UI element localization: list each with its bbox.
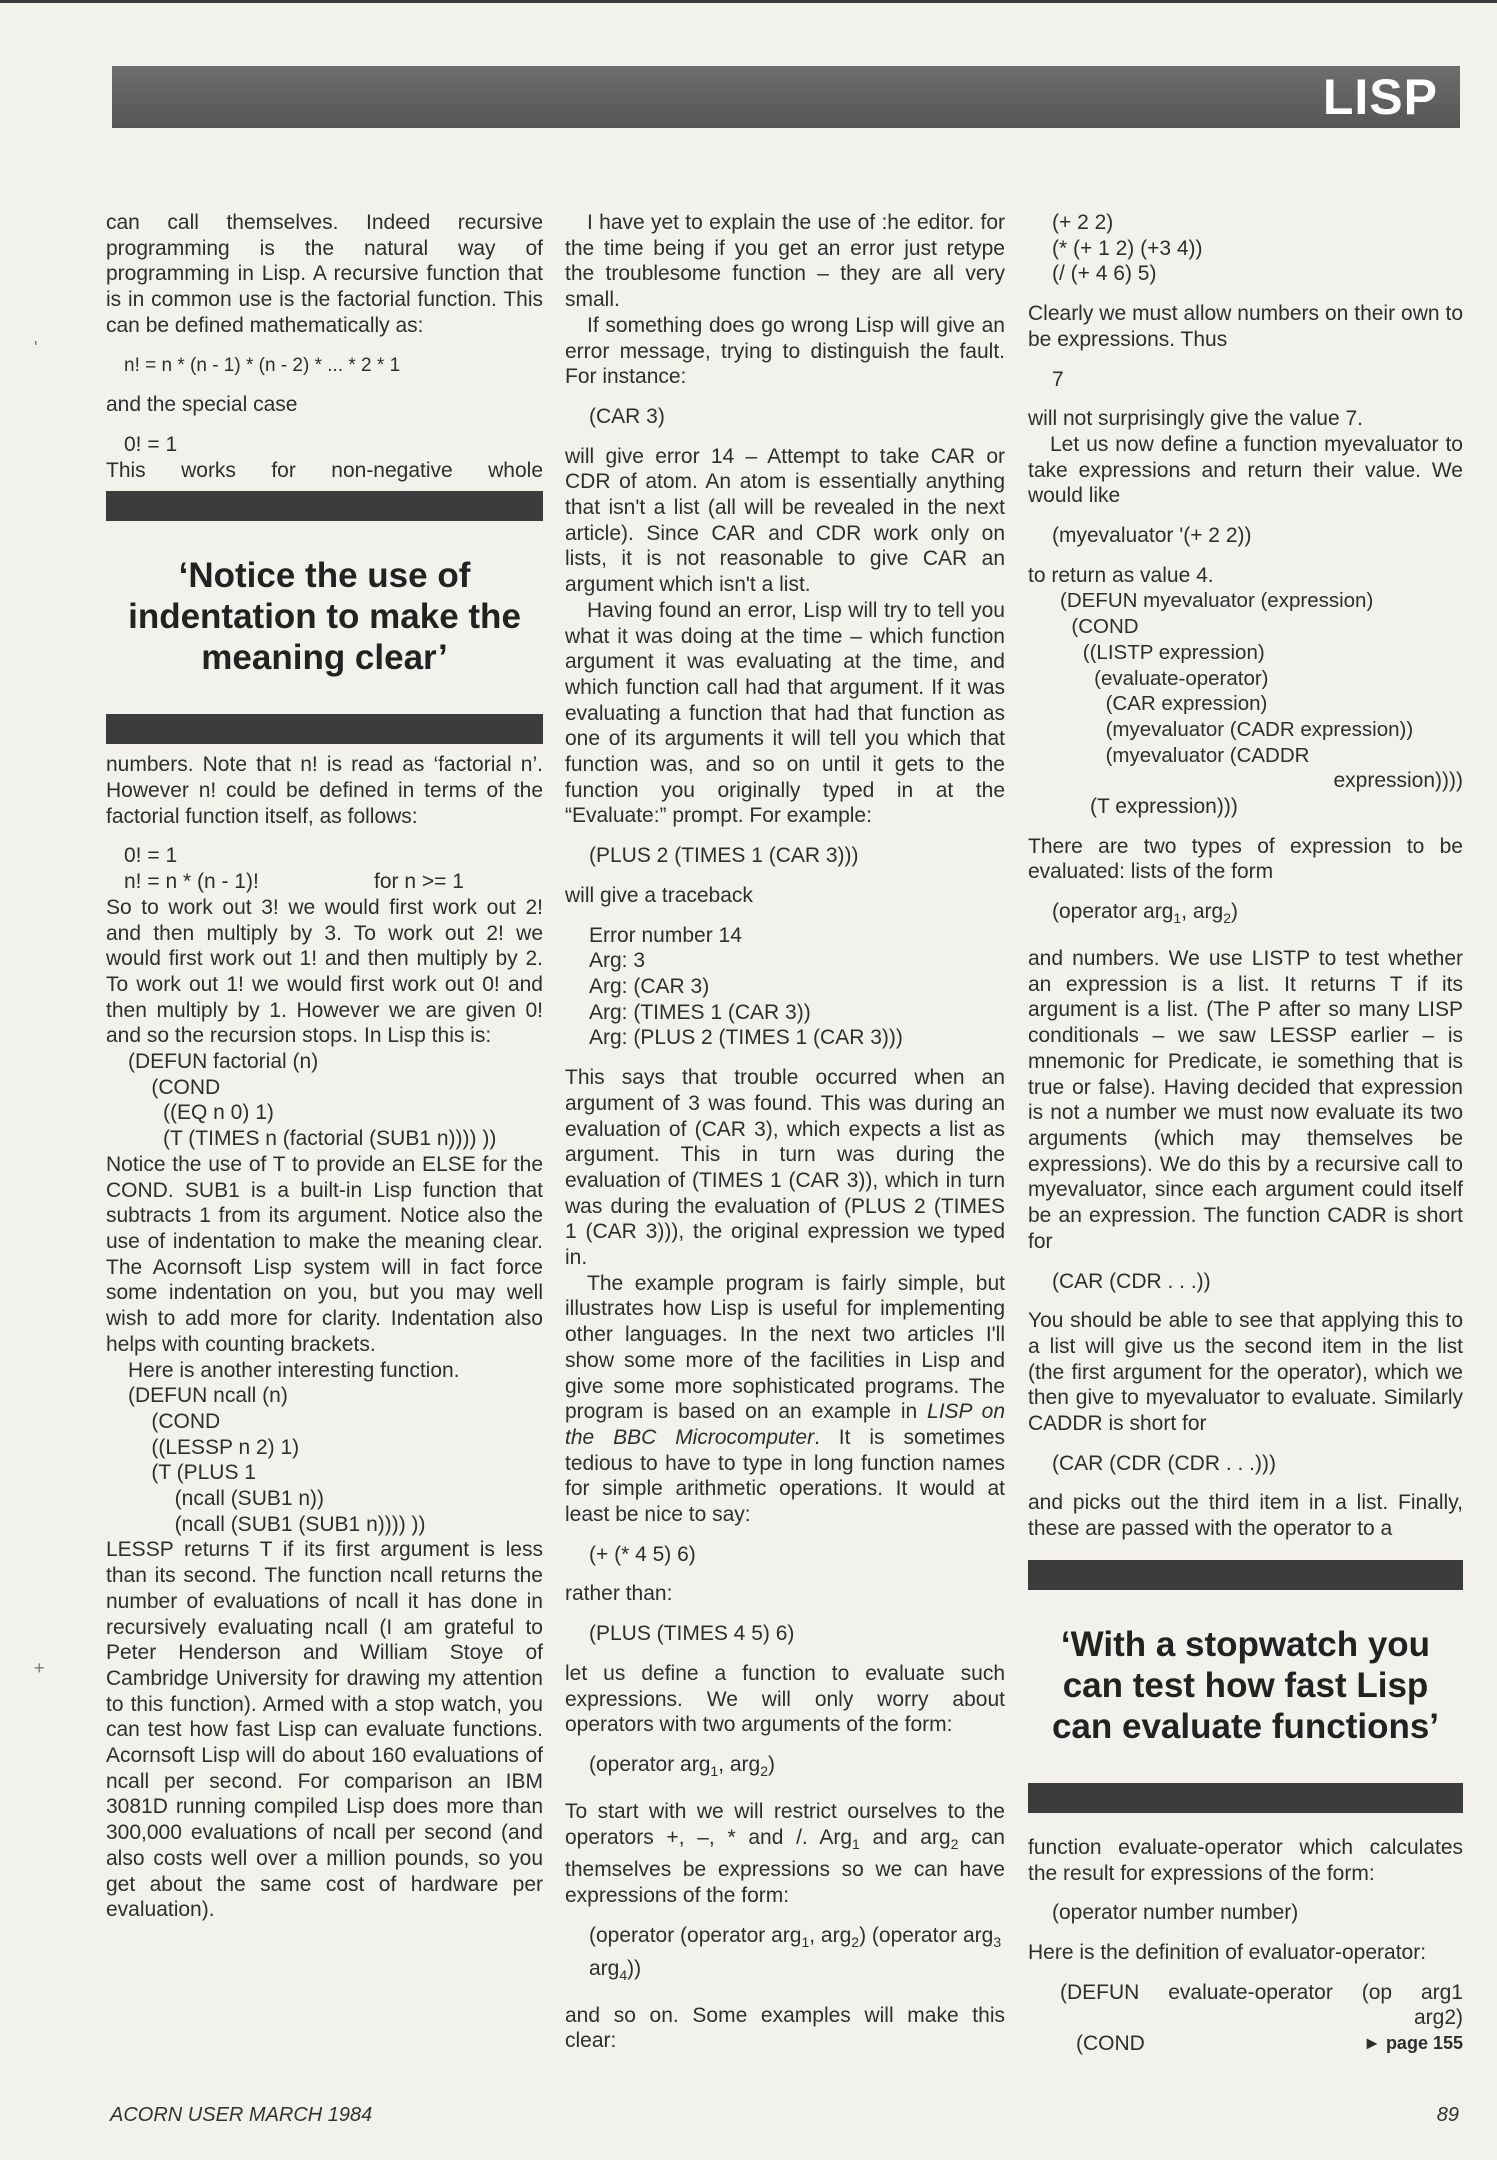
column-3	[1028, 210, 1463, 2057]
code-line: arg2)	[1413, 2006, 1463, 2030]
pullquote: ‘With a stopwatch you can test how fast Lisp can evaluate functions’	[1051, 1624, 1440, 1746]
column-2	[565, 210, 1005, 2054]
pullquote-rule-top	[106, 491, 543, 521]
section-title: LISP	[1322, 69, 1438, 125]
paragraph: let us define a function to evaluate such expressions. We will only worry about operators with two arguments of the form:	[565, 1661, 1005, 1737]
paragraph: will give error 14 – Attempt to take CAR or CDR of atom. An atom is essentially anything that isn't a list (all will be revealed in the next article). Since CAR and CDR work only on lists, it is not reasonable to give CAR an argument which isn't a list.	[565, 444, 1005, 597]
code-block: (+ (* 4 5) 6)	[589, 1542, 696, 1566]
paragraph: Having found an error, Lisp will try to tell you what it was doing at the time – which function argument it was evaluating at the time, and which function call had that argument. If it was evaluating a function that had that function as one of its arguments it will tell you which that function was, and so on until it gets to the function you originally typed in at the “Evaluate:” prompt. For example:	[565, 598, 1005, 828]
paragraph: So to work out 3! we would first work out 2! and then multiply by 3. To work out 2! we would first work out 1! and then multiply by 2. To work out 1! we would first work out 0! and then multiply by 1. However we are given 0! and so the recursion stops. In Lisp this is:	[106, 895, 543, 1048]
code-line-row	[1028, 2031, 1463, 2057]
code-block: 7	[1052, 367, 1064, 391]
paragraph: Notice the use of T to provide an ELSE for the COND. SUB1 is a built-in Lisp function that subtracts 1 from its argument. Notice also the use of indentation to make the meaning clear. The Acornsoft Lisp system will in fact force some indentation on you, but you may well wish to add more for clarity. Indentation also helps with counting brackets.	[106, 1152, 543, 1356]
code-block: (+ 2 2) (* (+ 1 2) (+3 4)) (/ (+ 4 6) 5)	[1052, 211, 1203, 286]
code-block: (myevaluator '(+ 2 2))	[1052, 524, 1252, 548]
equation: n! = n * (n - 1)!	[124, 870, 259, 894]
paragraph: to return as value 4.	[1028, 563, 1214, 587]
paragraph: To start with we will restrict ourselves to the operators +, –, * and /. Arg$_1$ and arg$_2$ can themselves be expressions so we can have expressions of the form:	[565, 1799, 1005, 1908]
paragraph: This says that trouble occurred when an argument of 3 was found. This was during an evaluation of (CAR 3), which expects a list as argument. This in turn was during the evaluation of (TIMES 1 (CAR 3)), which in turn was during the evaluation of (PLUS 2 (TIMES 1 (CAR 3))), the original expression we typed in.	[565, 1066, 1005, 1270]
traceback-block: Error number 14 Arg: 3 Arg: (CAR 3) Arg: (TIMES 1 (CAR 3)) Arg: (PLUS 2 (TIMES 1 (CAR 3)))	[589, 923, 903, 1050]
code-line: expression))))	[1333, 769, 1463, 793]
paragraph: Clearly we must allow numbers on their own to be expressions. Thus	[1028, 302, 1463, 351]
equation: 0! = 1	[124, 844, 178, 868]
paragraph: function evaluate-operator which calculates the result for expressions of the form:	[1028, 1835, 1463, 1885]
paragraph: will give a traceback	[565, 883, 753, 907]
equation: 0! = 1	[124, 432, 178, 456]
code-block: (PLUS 2 (TIMES 1 (CAR 3)))	[589, 844, 859, 868]
paragraph: and so on. Some examples will make this clear:	[565, 2003, 1005, 2053]
pullquote-rule-top	[1028, 1560, 1463, 1590]
paragraph: will not surprisingly give the value 7.	[1028, 407, 1363, 431]
paragraph: You should be able to see that applying this to a list will give us the second item in the list (the first argument for the operator), which we then give to myevaluator to evaluate. Similarly CADDR is short for	[1028, 1309, 1463, 1436]
paragraph: The example program is fairly simple, but illustrates how Lisp is useful for implementing other languages. In the next two articles I'll show some more of the facilities in Lisp and give some more sophisticated programs. The program is based on an example in LISP on the BBC Microcomputer. It is sometimes tedious to have to type in long function names for simple arithmetic operations. It would at least be nice to say:	[565, 1271, 1005, 1527]
code-block: (CAR 3)	[589, 404, 665, 428]
margin-tick: '	[34, 338, 38, 358]
paragraph: rather than:	[565, 1582, 673, 1606]
paragraph: LESSP returns T if its first argument is less than its second. The function ncall returns the number of evaluations of ncall it has done in recursively evaluating ncall (I am grateful to Peter Henderson and William Stoye of Cambridge University for drawing my attention to this function). Armed with a stop watch, you can test how fast Lisp can evaluate functions. Acornsoft Lisp will do about 160 evaluations of ncall per second. For comparison an IBM 3081D running compiled Lisp does more than 300,000 evaluations of ncall per second (and also costs well over a million pounds, so you get about the same cost of hardware per evaluation).	[106, 1538, 543, 1922]
code-block: (PLUS (TIMES 4 5) 6)	[589, 1622, 795, 1646]
equation-condition: for n >= 1	[374, 870, 464, 894]
paragraph: I have yet to explain the use of :he editor. for the time being if you get an error just retype the troublesome function – they are all very small.	[565, 211, 1005, 312]
margin-tick: +	[34, 1658, 45, 1678]
code-block: (operator number number)	[1052, 1901, 1299, 1925]
book-title: LISP on the BBC Microcomputer	[565, 1400, 1005, 1449]
code-block: (DEFUN factorial (n) (COND ((EQ n 0) 1) (T (TIMES n (factorial (SUB1 n)))) ))	[128, 1050, 497, 1151]
form-expression: (operator arg$_1$, arg$_2$)	[589, 1752, 776, 1780]
paragraph: Here is the definition of evaluator-operator:	[1028, 1940, 1427, 1964]
paragraph: can call themselves. Indeed recursive programming is the natural way of programming in Lisp. A recursive function that is in common use is the factorial function. This can be defined mathematically as:	[106, 211, 543, 337]
pullquote-rule-bottom	[106, 714, 543, 744]
form-expression: (operator arg$_1$, arg$_2$)	[1052, 900, 1239, 927]
footer-magazine: ACORN USER MARCH 1984	[110, 2104, 373, 2126]
code-line: (DEFUN evaluate-operator (op arg1	[1060, 1980, 1463, 2004]
pullquote: ‘Notice the use of indentation to make the meaning clear’	[128, 556, 521, 678]
code-block: (DEFUN myevaluator (expression) (COND ((LISTP expression) (evaluate-operator) (CAR expression) (myevaluator (CADR expression)) (myevaluator (CADDR	[1060, 589, 1414, 767]
paragraph: and numbers. We use LISTP to test whether an expression is a list. It returns T if its argument is a list. (The P after so many LISP conditionals – we saw LESSP earlier – is mnemonic for Predicate, ie something that is true or false). Having decided that expression is not a number we must now evaluate its two arguments (which may themselves be expressions). We do this by a recursive call to myevaluator, since each argument could itself be an expression. The function CADR is short for	[1028, 947, 1463, 1253]
column-1	[106, 210, 543, 1923]
continued-on-page[interactable]: ► page 155	[1363, 2033, 1463, 2054]
form-expression: (operator (operator arg$_1$, arg$_2$) (operator arg$_3$ arg$_4$))	[589, 1923, 1002, 1983]
paragraph: and picks out the third item in a list. Finally, these are passed with the operator to a	[1028, 1491, 1463, 1541]
code-block: (DEFUN ncall (n) (COND ((LESSP n 2) 1) (T (PLUS 1 (ncall (SUB1 n)) (ncall (SUB1 (SUB1 n)))) ))	[128, 1384, 426, 1536]
paragraph: This works for non-negative whole	[106, 458, 543, 482]
equation: n! = n * (n - 1) * (n - 2) * ... * 2 * 1	[124, 354, 401, 376]
code-block: (CAR (CDR . . .))	[1052, 1269, 1211, 1293]
pullquote-rule-bottom	[1028, 1783, 1463, 1813]
paragraph: There are two types of expression to be evaluated: lists of the form	[1028, 834, 1463, 884]
paragraph: If something does go wrong Lisp will give an error message, trying to distinguish the fault. For instance:	[565, 313, 1005, 389]
code-line: (T expression)))	[1090, 795, 1238, 819]
paragraph: Here is another interesting function.	[128, 1358, 460, 1382]
paragraph: and the special case	[106, 393, 298, 417]
top-rule	[0, 0, 1497, 3]
footer-page-number: 89	[1436, 2104, 1459, 2126]
equation-row	[106, 869, 543, 895]
paragraph: Let us now define a function myevaluator to take expressions and return their value. We would like	[1028, 432, 1463, 508]
section-header-bar	[112, 66, 1460, 128]
paragraph: numbers. Note that n! is read as ‘factorial n’. However n! could be defined in terms of the factorial function itself, as follows:	[106, 753, 543, 828]
code-block: (CAR (CDR (CDR . . .)))	[1052, 1451, 1276, 1475]
code-line: (COND	[1076, 2032, 1145, 2056]
